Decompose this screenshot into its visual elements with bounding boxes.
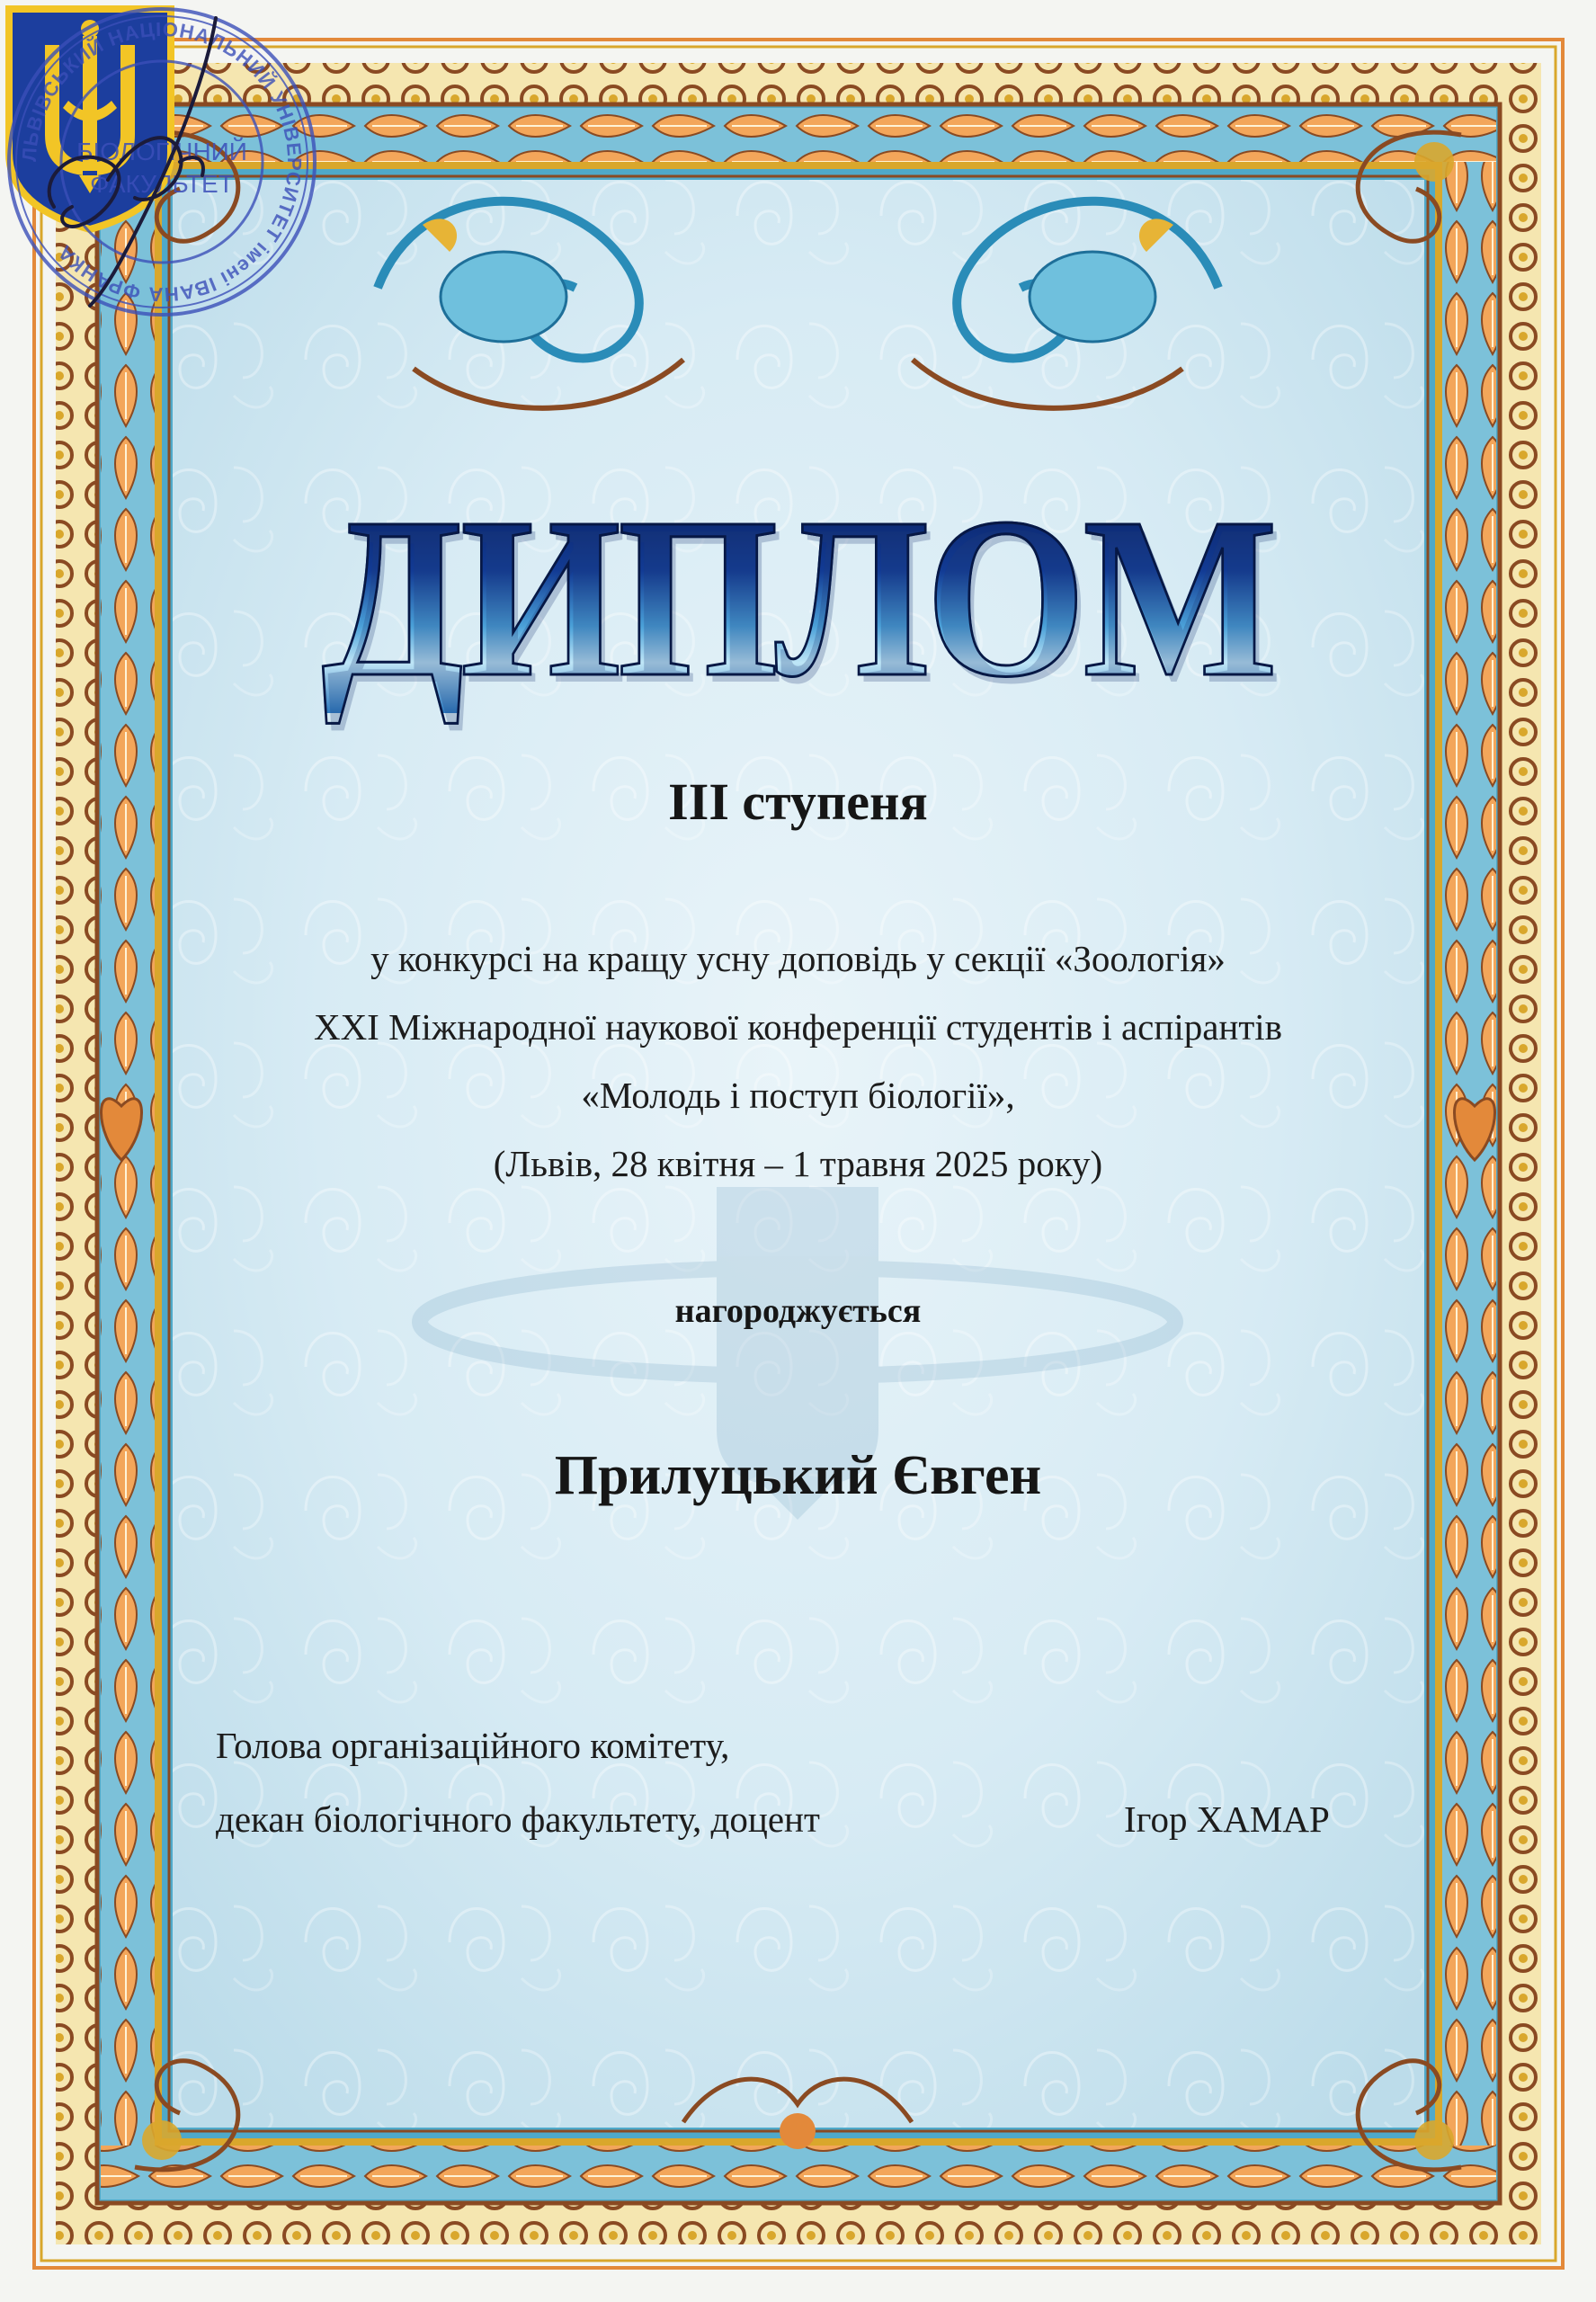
- stamp-center-line-1: БІОЛОГІЧНИЙ: [76, 138, 247, 165]
- awarded-text: нагороджується: [674, 1292, 922, 1330]
- stamp-ring-text: ЛЬВІВСЬКИЙ НАЦІОНАЛЬНИЙ УНІВЕРСИТЕТ імені ІВАНА ФРАНКА: [17, 17, 307, 307]
- signatory-position-line-1: Голова організаційного комітету,: [216, 1725, 730, 1766]
- handwritten-signature: [0, 0, 270, 342]
- body-line-4: (Львів, 28 квітня – 1 травня 2025 року): [493, 1143, 1103, 1184]
- body-line-2: XXI Міжнародної наукової конференції студентів і аспірантів: [313, 1006, 1283, 1048]
- recipient-name: Прилуцький Євген: [554, 1445, 1042, 1506]
- diploma-title: ДИПЛОМ: [321, 470, 1275, 725]
- title-block: [297, 470, 1299, 725]
- degree-line: III ступеня: [668, 772, 928, 831]
- body-line-1: у конкурсі на кращу усну доповідь у секції «Зоологія»: [370, 938, 1226, 979]
- signatory-position-line-2: декан біологічного факультету, доцент: [216, 1798, 820, 1840]
- signatory-name: Ігор ХАМАР: [1124, 1798, 1330, 1840]
- stamp-center-line-2: ФАКУЛЬТЕТ: [90, 170, 234, 198]
- body-line-3: «Молодь і поступ біології»,: [581, 1075, 1015, 1116]
